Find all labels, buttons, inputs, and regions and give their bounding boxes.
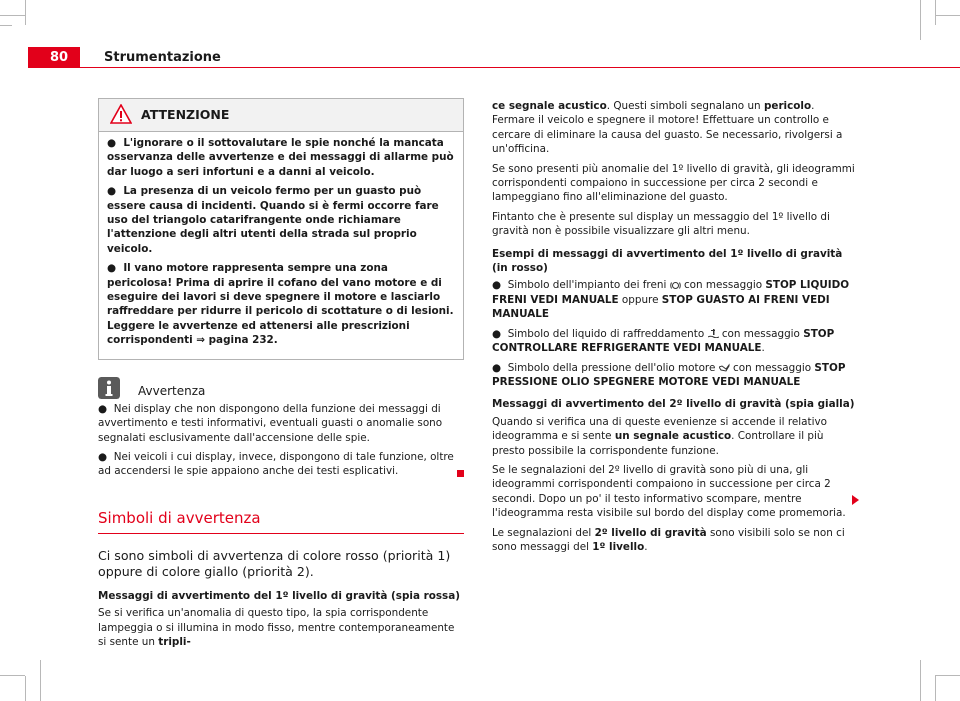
- crop-mark: [25, 676, 26, 701]
- bullet-item: ● Simbolo dell'impianto dei freni con messaggio STOP LIQUIDO FRENI VEDI MANUALE oppure STOP GUASTO AI FRENI VEDI MANUALE: [492, 279, 850, 321]
- warning-triangle-icon: [110, 104, 132, 124]
- oil-pressure-icon: [719, 363, 730, 372]
- bullet-item: ● Simbolo del liquido di raffreddamento con messaggio STOP CONTROLLARE REFRIGERANTE VEDI MANUALE.: [492, 327, 835, 355]
- note-item: ● Nei display che non dispongono della funzione dei messaggi di avvertimento e testi informativi, eventuali guasti o anomalie sono segnalati esclusivamente dall'accensione delle spie.: [98, 402, 443, 444]
- end-marker-icon: [457, 470, 464, 477]
- paragraph: Se sono presenti più anomalie del 1º livello di gravità, gli ideogrammi corrispondenti compaiono in successione per circa 2 secondi e lampeggiano fino all'eliminazione del guasto.: [492, 162, 855, 204]
- crop-mark: [40, 660, 41, 701]
- brake-icon: [670, 281, 681, 290]
- paragraph: ce segnale acustico. Questi simboli segnalano un pericolo. Fermare il veicolo e spegnere il motore! Effettuare un controllo e cercare di eliminare la causa del guasto. Se necessario, rivolgersi a un'officina.: [492, 100, 843, 156]
- red-text: Se si verifica un'anomalia di questo tipo, la spia corrispondente lampeggia o si illumina in modo fisso, mentre contemporaneamente si sente un tripli-: [98, 607, 455, 648]
- page-title: Strumentazione: [104, 50, 221, 65]
- continue-arrow-icon: [852, 495, 859, 505]
- warning-item: ● Il vano motore rappresenta sempre una zona pericolosa! Prima di aprire il cofano del vano motore e di eseguire dei lavori si deve spegnere il motore e lasciarlo raffreddare per ridurre il pericolo di scottature o di lesioni. Leggere le avvertenze ed attenersi alle prescrizioni corrispondenti ⇒ pagina 232.: [107, 262, 454, 347]
- left-column: [98, 98, 464, 649]
- section-intro: Ci sono simboli di avvertenza di colore rosso (priorità 1) oppure di colore giallo (priorità 2).: [98, 547, 451, 580]
- paragraph: Quando si verifica una di queste evenienze si accende il relativo ideogramma e si sente un segnale acustico. Controllare il più presto possibile la corrispondente funzione.: [492, 415, 828, 457]
- coolant-icon: [708, 329, 719, 338]
- paragraph: Se le segnalazioni del 2º livello di gravità sono più di una, gli ideogrammi corrispondenti compaiono in successione per circa 2 secondi. Dopo un po' il testo informativo scompare, mentre l'ideogramma resta visibile sul bordo del display come promemoria.: [492, 463, 846, 520]
- header-rule: [80, 67, 960, 68]
- crop-mark: [0, 15, 25, 16]
- crop-mark: [935, 676, 936, 701]
- red-heading: Messaggi di avvertimento del 1º livello di gravità (spia rossa): [98, 589, 460, 602]
- note-item: ● Nei veicoli i cui display, invece, dispongono di tale funzione, oltre ad accendersi le spie appaiono anche dei testi esplicativi.: [98, 450, 464, 479]
- warning-header: [99, 99, 463, 132]
- crop-mark: [920, 660, 921, 701]
- crop-mark: [920, 0, 921, 40]
- examples-heading: Esempi di messaggi di avvertimento del 1º livello di gravità (in rosso): [492, 247, 843, 275]
- warning-item: ● L'ignorare o il sottovalutare le spie nonché la mancata osservanza delle avvertenze e dei messaggi di allarme può dar luogo a seri infortuni e a danni al veicolo.: [107, 137, 454, 178]
- crop-mark: [25, 0, 26, 25]
- warning-item: ● La presenza di un veicolo fermo per un guasto può essere causa di incidenti. Quando si è fermi occorre fare uso del triangolo catarifrangente onde richiamare l'attenzione degli altri utenti della strada sul proprio veicolo.: [107, 185, 439, 255]
- crop-mark: [935, 15, 960, 16]
- warning-box: [98, 98, 464, 360]
- paragraph: Le segnalazioni del 2º livello di gravità sono visibili solo se non ci sono messaggi del 1º livello.: [492, 526, 845, 553]
- note-header: [98, 376, 464, 402]
- page-number: 80: [28, 47, 80, 68]
- warning-body: [99, 132, 463, 359]
- note-body: [98, 402, 464, 479]
- crop-mark: [0, 25, 12, 26]
- paragraph: Fintanto che è presente sul display un messaggio del 1º livello di gravità non è possibile visualizzare gli altri menu.: [492, 210, 830, 238]
- crop-mark: [935, 0, 936, 25]
- crop-mark: [935, 675, 960, 676]
- info-icon: [98, 377, 120, 399]
- right-column: [492, 99, 858, 559]
- note-title: Avvertenza: [138, 383, 206, 398]
- crop-mark: [0, 675, 25, 676]
- bullet-item: ● Simbolo della pressione dell'olio motore con messaggio STOP PRESSIONE OLIO SPEGNERE MOTORE VEDI MANUALE: [492, 361, 846, 388]
- yellow-heading: Messaggi di avvertimento del 2º livello di gravità (spia gialla): [492, 398, 855, 411]
- warning-title: ATTENZIONE: [141, 107, 230, 122]
- section-title: Simboli di avvertenza: [98, 509, 464, 534]
